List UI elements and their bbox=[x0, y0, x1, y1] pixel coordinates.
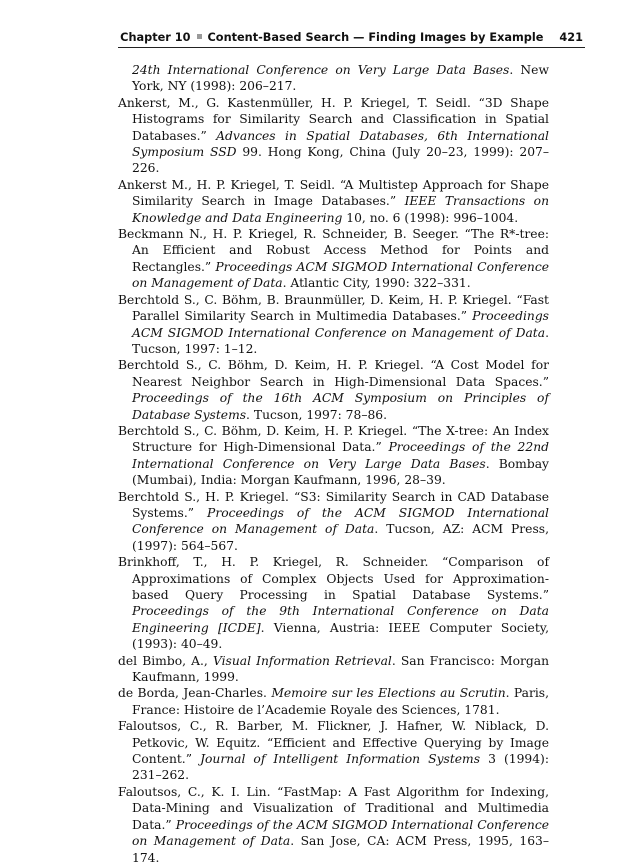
reference-entry: Brinkhoff, T., H. P. Kriegel, R. Schneider. “Comparison of Approximations of Complex Objects Used for Approximation-based Query Processing in Spatial Database Systems.” Proceedings of the 9th International Conference on Data Engineering [ICDE]. Vienna, Austria: IEEE Computer Society, (1993): 40–49. bbox=[118, 555, 549, 652]
reference-entry: Beckmann N., H. P. Kriegel, R. Schneider, B. Seeger. “The R*-tree: An Efficient and Robust Access Method for Points and Rectangles.” Proceedings ACM SIGMOD International Conference on Management of Data. Atlantic City, 1990: 322–331. bbox=[118, 227, 549, 291]
reference-entry: Berchtold S., H. P. Kriegel. “S3: Similarity Search in CAD Database Systems.” Proceedings of the ACM SIGMOD International Conference on Management of Data. Tucson, AZ: ACM Press, (1997): 564–567. bbox=[118, 489, 549, 553]
reference-entry: Ankerst, M., G. Kastenmüller, H. P. Kriegel, T. Seidl. “3D Shape Histograms for Similarity Search and Classification in Spatial Databases.” Advances in Spatial Databases, 6th International Symposium SSD 99. Hong Kong, China (July 20–23, 1999): 207–226. bbox=[118, 95, 550, 176]
reference-entry: 24th International Conference on Very Large Data Bases. New York, NY (1998): 206–217. bbox=[132, 63, 549, 94]
reference-entry: Faloutsos, C., R. Barber, M. Flickner, J. Hafner, W. Niblack, D. Petkovic, W. Equitz. “Efficient and Effective Querying by Image Content.” Journal of Intelligent Information Systems 3 (1994): 231–262. bbox=[118, 719, 549, 783]
reference-list bbox=[118, 62, 549, 866]
reference-entry: del Bimbo, A., Visual Information Retrieval. San Francisco: Morgan Kaufmann, 1999. bbox=[118, 653, 549, 685]
chapter-title: Content-Based Search — Finding Images by Example bbox=[207, 31, 544, 44]
reference-entry: Berchtold S., C. Böhm, B. Braunmüller, D. Keim, H. P. Kriegel. “Fast Parallel Similarity Search in Multimedia Databases.” Proceedings ACM SIGMOD International Conference on Management of Data. Tucson, 1997: 1–12. bbox=[118, 292, 549, 356]
chapter-label: Chapter 10 bbox=[120, 31, 191, 44]
page-number: 421 bbox=[559, 31, 583, 44]
separator-square-icon bbox=[197, 34, 202, 39]
reference-entry: Faloutsos, C., K. I. Lin. “FastMap: A Fast Algorithm for Indexing, Data-Mining and Visualization of Traditional and Multimedia Data.” Proceedings of the ACM SIGMOD International Conference on Management of Data. San Jose, CA: ACM Press, 1995, 163–174. bbox=[118, 784, 549, 865]
reference-entry: Berchtold S., C. Böhm, D. Keim, H. P. Kriegel. “A Cost Model for Nearest Neighbor Search in High-Dimensional Data Spaces.” Proceedings of the 16th ACM Symposium on Principles of Database Systems. Tucson, 1997: 78–86. bbox=[118, 358, 549, 422]
reference-entry: de Borda, Jean-Charles. Memoire sur les Elections au Scrutin. Paris, France: Histoire de l’Academie Royale des Sciences, 1781. bbox=[118, 686, 549, 717]
reference-entry: Ankerst M., H. P. Kriegel, T. Seidl. “A Multistep Approach for Shape Similarity Search in Image Databases.” IEEE Transactions on Knowledge and Data Engineering 10, no. 6 (1998): 996–1004. bbox=[118, 177, 549, 225]
header-rule bbox=[118, 47, 585, 48]
reference-entry: Berchtold S., C. Böhm, D. Keim, H. P. Kriegel. “The X-tree: An Index Structure for High-Dimensional Data.” Proceedings of the 22nd International Conference on Very Large Data Bases. Bombay (Mumbai), India: Morgan Kaufmann, 1996, 28–39. bbox=[118, 423, 549, 488]
